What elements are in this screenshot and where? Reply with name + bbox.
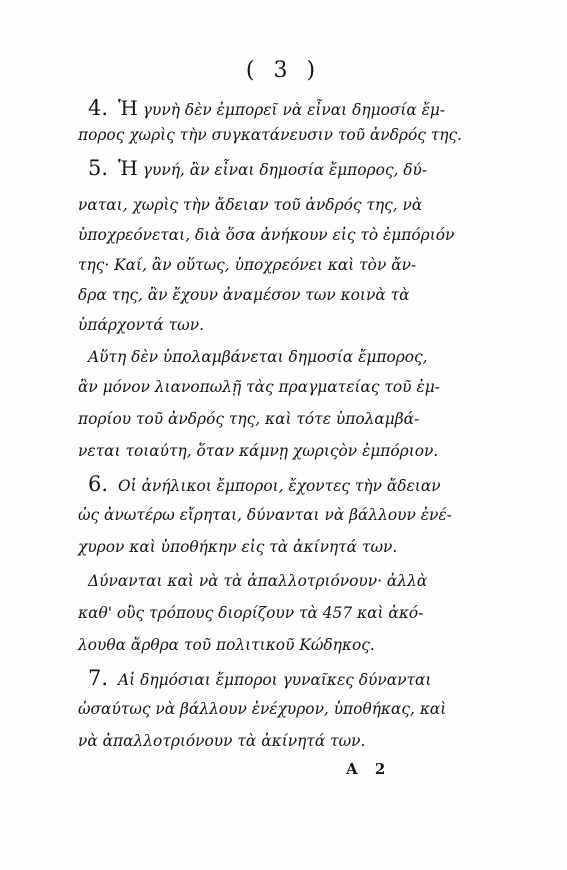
page-number: ( 3 ) (245, 58, 322, 83)
article-number-6: 6. (88, 472, 109, 496)
article-4-text-1: γυνὴ δὲν ἐμπορεῖ νὰ εἶναι δημοσία ἔμ- (142, 101, 446, 119)
article-5-initial: Ἡ (118, 156, 138, 180)
article-6-line-2: ὡς ἀνωτέρω εἴρηται, δύνανται νὰ βάλλουν ἐνέ- (78, 506, 452, 524)
article-number-4: 4. (88, 96, 109, 120)
article-7-line-1 (88, 668, 431, 689)
article-5b-line-2: ἂν μόνον λιανοπωλῇ τὰς πραγματείας τοῦ ἐμ- (78, 378, 440, 396)
article-5b-line-1: Αὕτη δὲν ὑπολαμβάνεται δημοσία ἔμπορος, (88, 348, 428, 366)
article-5-line-1 (88, 158, 427, 179)
article-5b-line-3: πορίου τοῦ ἀνδρός της, καὶ τότε ὑπολαμβά- (78, 410, 420, 428)
article-5-line-5: δρα της, ἂν ἔχουν ἀναμέσον των κοινὰ τὰ (78, 286, 410, 304)
article-5-line-2: ναται, χωρὶς τὴν ἄδειαν τοῦ ἀνδρός της, νὰ (78, 196, 423, 214)
article-4-initial: Ἡ (118, 96, 138, 120)
article-4-line-2: πορος χωρὶς τὴν συγκατάνευσιν τοῦ ἀνδρός της. (78, 126, 462, 144)
article-5b-line-4: νεται τοιαύτη, ὅταν κάμνῃ χωριςὸν ἐμπόριον. (78, 442, 439, 460)
signature-mark: A 2 (346, 760, 392, 778)
article-6b-line-1: Δύνανται καὶ νὰ τὰ ἀπαλλοτριόνουν· ἀλλὰ (88, 572, 428, 590)
article-7-line-2: ὡσαύτως νὰ βάλλουν ἐνέχυρον, ὑποθήκας, καὶ (78, 700, 447, 718)
article-5-line-4: της· Καί, ἂν οὕτως, ὑποχρεόνει καὶ τὸν ἄν- (78, 256, 417, 274)
article-7-text-1: Αἱ δημόσιαι ἔμποροι γυναῖκες δύνανται (118, 671, 432, 689)
article-6b-line-2: καθ' οὓς τρόπους διορίζουν τὰ 457 καὶ ἀκό- (78, 604, 424, 622)
article-5-line-3: ὑποχρεόνεται, διὰ ὅσα ἀνήκουν εἰς τὸ ἐμπόριόν (78, 226, 455, 244)
article-5-text-1: γυνή, ἂν εἶναι δημοσία ἔμπορος, δύ- (142, 161, 428, 179)
article-number-7: 7. (88, 666, 109, 690)
article-6-line-3: χυρον καὶ ὑποθήκην εἰς τὰ ἀκίνητά των. (78, 538, 398, 556)
article-6-line-1 (88, 474, 441, 495)
article-7-line-3: νὰ ἀπαλλοτριόνουν τὰ ἀκίνητά των. (78, 732, 366, 750)
article-number-5: 5. (88, 156, 109, 180)
article-4-line-1 (88, 98, 445, 119)
article-5-line-6: ὑπάρχοντά των. (78, 316, 204, 334)
article-6b-line-3: λουθα ἄρθρα τοῦ πολιτικοῦ Κώδηκος. (78, 636, 375, 654)
article-6-text-1: Οἱ ἀνήλικοι ἔμποροι, ἔχοντες τὴν ἄδειαν (118, 477, 441, 495)
